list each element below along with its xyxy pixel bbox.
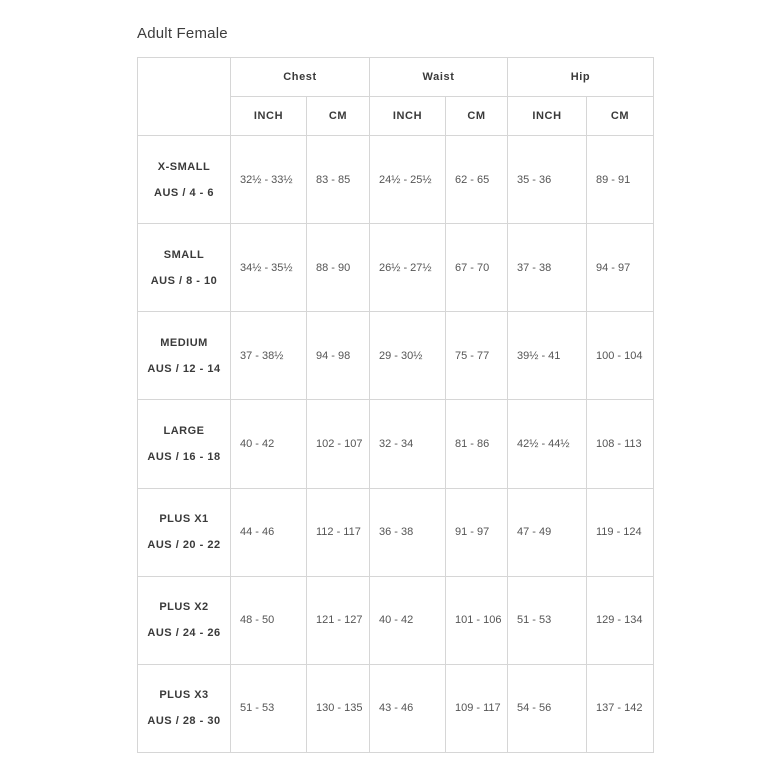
value-cell: 62 - 65: [446, 136, 508, 224]
size-aus: AUS / 4 - 6: [154, 186, 214, 199]
value-cell: 101 - 106: [446, 576, 508, 664]
size-cell: [138, 576, 231, 664]
value-cell: 44 - 46: [231, 488, 307, 576]
value-cell: 35 - 36: [508, 136, 587, 224]
value-cell: 24½ - 25½: [370, 136, 446, 224]
value-cell: 137 - 142: [587, 664, 654, 752]
value-cell: 100 - 104: [587, 312, 654, 400]
table-row: [138, 312, 654, 400]
group-header-hip: Hip: [508, 58, 654, 97]
value-cell: 34½ - 35½: [231, 224, 307, 312]
table-row: [138, 224, 654, 312]
size-header-cell: [138, 58, 231, 136]
size-chart-table: [137, 57, 654, 753]
value-cell: 75 - 77: [446, 312, 508, 400]
value-cell: 48 - 50: [231, 576, 307, 664]
table-row: [138, 400, 654, 488]
size-cell: [138, 312, 231, 400]
table-row: [138, 576, 654, 664]
value-cell: 94 - 97: [587, 224, 654, 312]
value-cell: 37 - 38½: [231, 312, 307, 400]
value-cell: 89 - 91: [587, 136, 654, 224]
size-name: PLUS X2: [159, 601, 209, 614]
unit-header: INCH: [370, 97, 446, 136]
value-cell: 108 - 113: [587, 400, 654, 488]
value-cell: 129 - 134: [587, 576, 654, 664]
value-cell: 94 - 98: [307, 312, 370, 400]
group-header-chest: Chest: [231, 58, 370, 97]
size-cell: [138, 136, 231, 224]
value-cell: 51 - 53: [508, 576, 587, 664]
size-aus: AUS / 24 - 26: [147, 627, 221, 640]
value-cell: 102 - 107: [307, 400, 370, 488]
value-cell: 130 - 135: [307, 664, 370, 752]
size-name: SMALL: [163, 248, 205, 261]
value-cell: 109 - 117: [446, 664, 508, 752]
value-cell: 119 - 124: [587, 488, 654, 576]
value-cell: 32½ - 33½: [231, 136, 307, 224]
value-cell: 40 - 42: [370, 576, 446, 664]
size-aus: AUS / 28 - 30: [147, 715, 221, 728]
table-row: [138, 664, 654, 752]
size-cell: [138, 664, 231, 752]
unit-header: INCH: [231, 97, 307, 136]
size-aus: AUS / 12 - 14: [147, 362, 221, 375]
value-cell: 112 - 117: [307, 488, 370, 576]
table-row: [138, 488, 654, 576]
size-aus: AUS / 16 - 18: [147, 451, 221, 464]
unit-header: INCH: [508, 97, 587, 136]
value-cell: 32 - 34: [370, 400, 446, 488]
value-cell: 26½ - 27½: [370, 224, 446, 312]
table-row: [138, 136, 654, 224]
group-header-row: [138, 58, 654, 97]
value-cell: 39½ - 41: [508, 312, 587, 400]
size-name: PLUS X3: [159, 689, 209, 702]
value-cell: 83 - 85: [307, 136, 370, 224]
value-cell: 121 - 127: [307, 576, 370, 664]
group-header-waist: Waist: [370, 58, 508, 97]
value-cell: 88 - 90: [307, 224, 370, 312]
value-cell: 47 - 49: [508, 488, 587, 576]
unit-header: CM: [307, 97, 370, 136]
value-cell: 81 - 86: [446, 400, 508, 488]
value-cell: 67 - 70: [446, 224, 508, 312]
size-cell: [138, 488, 231, 576]
value-cell: 37 - 38: [508, 224, 587, 312]
value-cell: 91 - 97: [446, 488, 508, 576]
size-name: MEDIUM: [160, 336, 208, 349]
unit-header: CM: [446, 97, 508, 136]
value-cell: 40 - 42: [231, 400, 307, 488]
size-cell: [138, 400, 231, 488]
size-name: PLUS X1: [159, 513, 209, 526]
size-aus: AUS / 8 - 10: [150, 274, 218, 287]
value-cell: 43 - 46: [370, 664, 446, 752]
size-name: X-SMALL: [157, 160, 211, 173]
value-cell: 36 - 38: [370, 488, 446, 576]
page-title: Adult Female: [137, 25, 228, 42]
value-cell: 42½ - 44½: [508, 400, 587, 488]
size-name: LARGE: [163, 425, 205, 438]
value-cell: 51 - 53: [231, 664, 307, 752]
size-cell: [138, 224, 231, 312]
size-aus: AUS / 20 - 22: [147, 539, 221, 552]
unit-header: CM: [587, 97, 654, 136]
value-cell: 29 - 30½: [370, 312, 446, 400]
value-cell: 54 - 56: [508, 664, 587, 752]
